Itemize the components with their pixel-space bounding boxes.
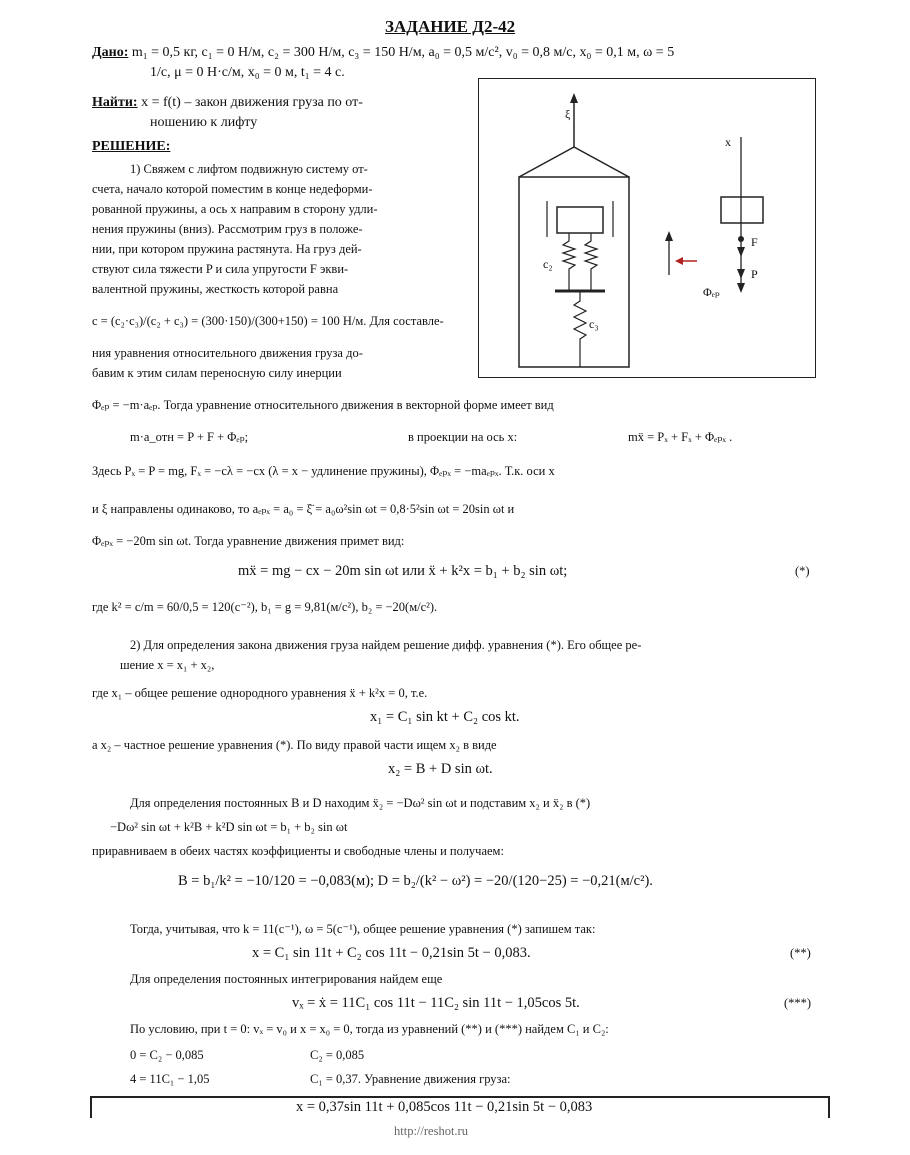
para4-line: а x₂ – частное решение уравнения (*). По виду правой части ищем x₂ в виде: [92, 738, 497, 752]
para1b-line-1: бавим к этим силам переносную силу инерции: [92, 366, 342, 380]
here-line-3: Φₑₚₓ = −20m sin ωt. Тогда уравнение движения примет вид:: [92, 534, 405, 548]
velocity-equation: vₓ = ẋ = 11C₁ cos 11t − 11C₂ sin 11t − 1,05cos 5t.: [292, 995, 580, 1011]
find-label: Найти:: [92, 95, 138, 110]
eq-tag-2: (**): [790, 946, 811, 960]
figure-label-phi: Φₑₚ: [703, 285, 720, 299]
para6-line: −Dω² sin ωt + k²B + k²D sin ωt = b₁ + b₂ sin ωt: [110, 820, 348, 834]
motion-equation: mẍ = mg − cx − 20m sin ωt или ẍ + k²x = b₁ + b₂ sin ωt;: [238, 563, 568, 579]
para1-line-2: рованной пружины, а ось x направим в сторону удли-: [92, 202, 378, 216]
vector-equation: m·a_отн = P + F + Φₑₚ;: [130, 430, 249, 444]
footer-url: http://reshot.ru: [394, 1124, 468, 1138]
system-2a: 4 = 11C₁ − 1,05: [130, 1072, 210, 1086]
system-1a: 0 = C₂ − 0,085: [130, 1048, 204, 1062]
para2-line: 2) Для определения закона движения груза найдем решение дифф. уравнения (*). Его общее ре-: [130, 638, 642, 652]
given-text-1: m₁ = 0,5 кг, c₁ = 0 Н/м, c₂ = 300 Н/м, c₃ = 150 Н/м, a₀ = 0,5 м/с², v₀ = 0,8 м/с, x₀ = 0,1 м, ω = 5: [131, 45, 675, 60]
find-row: [92, 94, 363, 112]
x2-equation: x₂ = B + D sin ωt.: [388, 761, 493, 777]
para2b-line: шение x = x₁ + x₂,: [120, 658, 215, 672]
given-text-2: 1/с, μ = 0 Н·с/м, x₀ = 0 м, t₁ = 4 с.: [150, 65, 345, 80]
para9-line: Для определения постоянных интегрирования найдем еще: [130, 972, 443, 986]
projection-label: в проекции на ось x:: [408, 430, 518, 444]
system-1b: C₂ = 0,085: [310, 1048, 365, 1062]
para1-line-0: 1) Свяжем с лифтом подвижную систему от-: [130, 162, 368, 176]
stiffness-formula: c = (c₂·c₃)/(c₂ + c₃) = (300·150)/(300+150) = 100 Н/м. Для составле-: [92, 314, 444, 328]
given-row: [92, 44, 674, 62]
inertia-line: Φₑₚ = −m·aₑₚ. Тогда уравнение относительного движения в векторной форме имеет вид: [92, 398, 554, 412]
para3-line: где x₁ – общее решение однородного уравнения ẍ + k²x = 0, т.е.: [92, 686, 428, 700]
para1-line-6: валентной пружины, жесткость которой равна: [92, 282, 339, 296]
bd-equation: B = b₁/k² = −10/120 = −0,083(м); D = b₂/(k² − ω²) = −20/(120−25) = −0,21(м/с²).: [178, 873, 653, 889]
para1-line-1: счета, начало которой поместим в конце недеформи-: [92, 182, 373, 196]
final-answer: x = 0,37sin 11t + 0,085cos 11t − 0,21sin 5t − 0,083: [296, 1099, 593, 1115]
figure-label-xi: ξ: [565, 107, 571, 121]
figure-label-P: P: [751, 267, 758, 281]
figure-label-c3: c₃: [589, 317, 599, 331]
figure-frame: [478, 78, 816, 378]
here-line-2: и ξ направлены одинаково, то aₑₚₓ = a₀ = ξ̈ = a₀ω²sin ωt = 0,8·5²sin ωt = 20sin ωt и: [92, 502, 515, 516]
eq-tag-1: (*): [795, 564, 810, 578]
para1-line-5: ствуют сила тяжести P и сила упругости F экви-: [92, 262, 349, 276]
solution-label: РЕШЕНИЕ:: [92, 139, 171, 154]
figure-label-c2: c₂: [543, 257, 553, 271]
para1-line-4: нии, при котором пружина растянута. На груз дей-: [92, 242, 362, 256]
here-line-1: Здесь Pₓ = P = mg, Fₓ = −cλ = −cx (λ = x − удлинение пружины), Φₑₚₓ = −maₑₚₓ. Т.к. оси x: [92, 464, 555, 478]
page-title: ЗАДАНИЕ Д2-42: [385, 17, 516, 36]
figure-label-x: x: [725, 135, 731, 149]
para1-line-3: нения пружины (вниз). Рассмотрим груз в положе-: [92, 222, 363, 236]
projection-equation: mẍ = Pₓ + Fₓ + Φₑₚₓ .: [628, 430, 733, 444]
para5-line: Для определения постоянных B и D находим ẍ₂ = −Dω² sin ωt и подставим x₂ и ẍ₂ в (*): [130, 796, 591, 810]
system-2b: C₁ = 0,37. Уравнение движения груза:: [310, 1072, 511, 1086]
x1-equation: x₁ = C₁ sin kt + C₂ cos kt.: [370, 709, 520, 725]
find-text-1: x = f(t) – закон движения груза по от-: [141, 95, 363, 110]
answer-box-right: [828, 1096, 830, 1118]
find-text-2: ношению к лифту: [150, 115, 258, 130]
answer-box-left: [90, 1096, 92, 1118]
k-line: где k² = c/m = 60/0,5 = 120(с⁻²), b₁ = g = 9,81(м/с²), b₂ = −20(м/с²).: [92, 600, 438, 614]
general-solution: x = C₁ sin 11t + C₂ cos 11t − 0,21sin 5t − 0,083.: [252, 945, 531, 961]
figure-label-F: F: [751, 235, 758, 249]
eq-tag-3: (***): [784, 996, 812, 1010]
para10-line: По условию, при t = 0: vₓ = v₀ и x = x₀ = 0, тогда из уравнений (**) и (***) найдем C₁ и C₂:: [130, 1022, 609, 1036]
elevator-diagram: [479, 79, 815, 377]
para7-line: приравниваем в обеих частях коэффициенты и свободные члены и получаем:: [92, 844, 504, 858]
para1b-line-0: ния уравнения относительного движения груза до-: [92, 346, 363, 360]
para8-line: Тогда, учитывая, что k = 11(с⁻¹), ω = 5(с⁻¹), общее решение уравнения (*) запишем так:: [130, 922, 596, 936]
given-label: Дано:: [92, 45, 129, 60]
